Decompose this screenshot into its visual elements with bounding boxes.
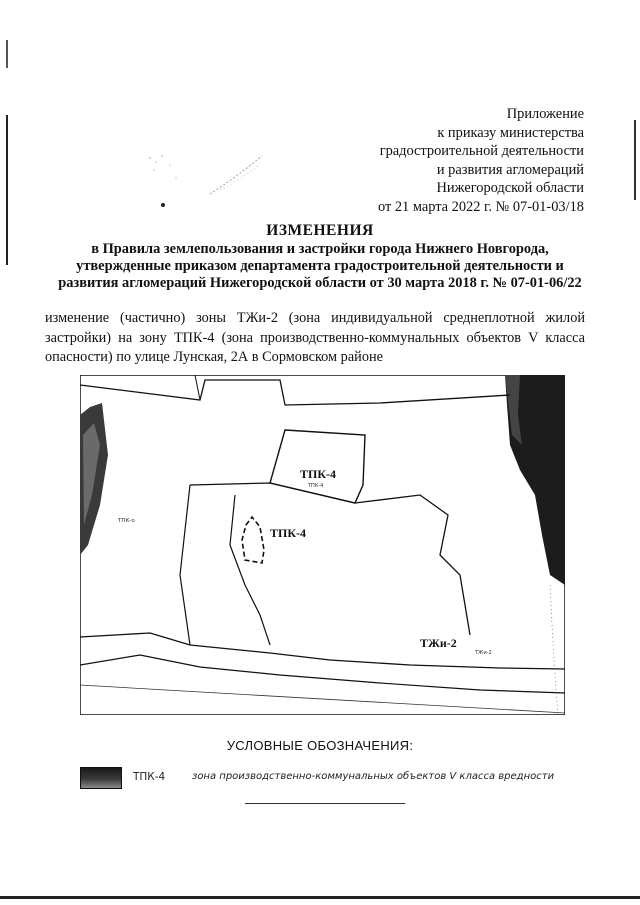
appendix-line: Приложение — [506, 106, 584, 122]
appendix-block — [378, 105, 584, 216]
legend-description: зона производственно-коммунальных объектов V класса вредности — [192, 771, 555, 782]
scan-dot — [161, 203, 165, 207]
description-line: застройки) на зону ТПК-4 (зона производственно-коммунальных объектов V класса — [45, 329, 585, 346]
appendix-line: и развития агломераций — [436, 161, 584, 178]
map-label-tpk4-small: ТПК-4 — [308, 483, 324, 489]
appendix-line: Нижегородской области — [436, 180, 584, 196]
map-label-left-zone: ТПК-о — [118, 518, 135, 524]
change-description — [45, 309, 585, 368]
appendix-line: к приказу министерства — [437, 124, 584, 141]
map-label-tzhi2: ТЖи-2 — [420, 636, 457, 650]
map-label-tpk4: ТПК-4 — [300, 467, 337, 481]
subtitle-line: развития агломераций Нижегородской области от 30 марта 2018 г. № 07-01-06/22 — [58, 275, 582, 291]
legend-item — [80, 767, 580, 791]
legend-swatch — [80, 767, 122, 789]
map-label-tzhi2-small: ТЖи-2 — [475, 650, 492, 656]
faded-stamp — [140, 150, 270, 200]
scan-edge-mark — [0, 896, 640, 899]
scan-edge-mark — [634, 120, 636, 200]
zoning-map — [80, 375, 565, 715]
legend-title: УСЛОВНЫЕ ОБОЗНАЧЕНИЯ: — [226, 738, 414, 753]
subtitle-line: утвержденные приказом департамента градостроительной деятельности и — [76, 258, 564, 274]
document-subtitle — [0, 241, 640, 292]
map-frame — [80, 375, 565, 715]
map-label-site-tpk4: ТПК-4 — [270, 526, 307, 540]
document-title: ИЗМЕНЕНИЯ — [266, 222, 374, 239]
description-line: изменение (частично) зоны ТЖи-2 (зона индивидуальной среднеплотной жилой — [45, 310, 585, 326]
appendix-line: от 21 марта 2022 г. № 07-01-03/18 — [377, 198, 584, 215]
appendix-line: градостроительной деятельности — [379, 143, 584, 159]
signature-line — [245, 803, 405, 804]
scan-edge-mark — [6, 40, 8, 68]
subtitle-line: в Правила землепользования и застройки города Нижнего Новгорода, — [91, 241, 549, 257]
description-line: опасности) по улице Лунская, 2А в Сормовском районе — [45, 349, 383, 365]
legend-code: ТПК-4 — [133, 771, 166, 783]
